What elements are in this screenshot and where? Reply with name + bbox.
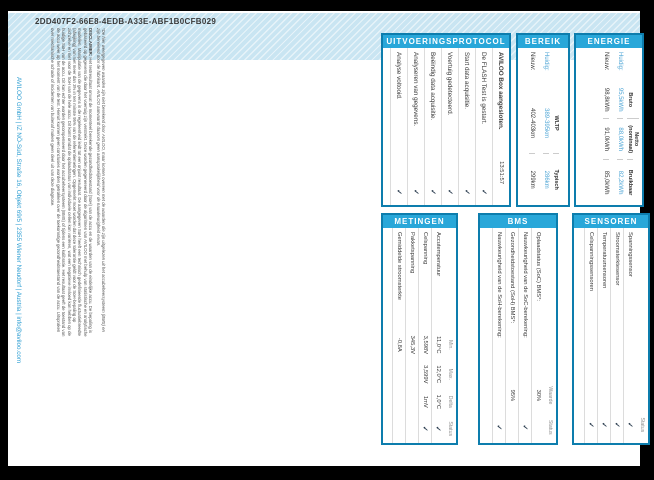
row-label: Nieuw: <box>603 52 609 71</box>
protocol-row <box>458 48 475 205</box>
column-header-row <box>627 48 642 205</box>
sensors-box <box>572 213 650 445</box>
table-row <box>599 48 613 205</box>
energy-box-title: ENERGIE <box>576 35 642 48</box>
value-cell: 389-395km <box>543 108 549 139</box>
check-icon: ✓ <box>446 189 453 195</box>
column-header: Status <box>639 417 645 433</box>
protocol-row <box>475 48 492 205</box>
protocol-box-body <box>383 48 509 205</box>
footer-contact-rotated <box>13 77 22 462</box>
column-header: WLTP <box>553 115 559 131</box>
row-label: Accutemperatuur <box>435 232 441 277</box>
column-header: Max. <box>447 368 453 380</box>
check-icon: ✓ <box>521 424 528 431</box>
energy-box-body <box>576 48 642 205</box>
check-icon: ✓ <box>395 189 402 195</box>
column-header: Status <box>547 419 553 435</box>
protocol-step-label: AVILOO Box aangesloten. <box>497 52 505 130</box>
value-cell: 1,0°C <box>435 394 441 410</box>
table-row <box>525 48 539 205</box>
table-row <box>505 228 518 443</box>
protocol-row <box>390 48 407 205</box>
disclaimer-block-rotated <box>31 28 106 338</box>
row-label: Celspanning <box>422 232 428 265</box>
value-cell: 82,2kWh <box>617 159 623 205</box>
row-label: Temperatuursensoren <box>601 232 607 289</box>
table-row <box>392 228 405 443</box>
value-cell: 286km <box>543 153 549 205</box>
protocol-step-label: De FLASH Test is gestart. <box>480 52 488 125</box>
column-header: Bruikbaar <box>627 159 633 205</box>
bereik-rows <box>518 48 574 205</box>
bms-box-body <box>480 228 556 443</box>
protocol-step-label: Beëindig data acquisitie. <box>429 52 437 121</box>
row-label: Huidig: <box>617 52 623 71</box>
protocol-row <box>424 48 441 205</box>
energy-box <box>574 33 644 207</box>
table-row <box>518 228 531 443</box>
sensoren-rows <box>574 228 649 443</box>
value-cell: 88,0kWh <box>617 118 623 159</box>
row-label: Celspanningssensoren <box>588 232 594 291</box>
value-cell: 3,599V <box>422 365 428 384</box>
table-row <box>431 228 444 443</box>
check-icon: ✓ <box>626 421 633 428</box>
sensors-box-body <box>574 228 648 443</box>
measurements-box-body <box>383 228 456 443</box>
row-label: Oplaadstatus (SoC) BMS*: <box>535 232 541 301</box>
value-cell: 98,8kWh <box>603 87 609 112</box>
column-header: Bruto <box>627 92 633 108</box>
table-row <box>531 228 544 443</box>
column-header: Delta <box>447 395 453 408</box>
protocol-step-label: Start data acquisitie. <box>463 52 471 110</box>
range-box <box>516 33 570 207</box>
range-box-title: BEREIK <box>518 35 568 48</box>
check-icon: ✓ <box>434 425 441 432</box>
column-header: Waarde <box>547 386 553 405</box>
metingen-rows <box>383 228 457 443</box>
value-cell: 299km <box>529 153 535 205</box>
table-row <box>405 228 418 443</box>
bms-box <box>478 213 558 445</box>
check-icon: ✓ <box>480 189 487 195</box>
bms-rows <box>480 228 557 443</box>
disclaimer-text: Het testresultaat omvat de momenteel berekende gezondheidstoestand (SoH) van de accu en de waarden van de eindelijke accu. De bepaling is gebaseerd op gegevens die door het voertuig zijn verstrekt. Deze worden gegenereerd door de algoritmen van AVILOO met behulp van statistische en analytische modellen. Manipulatie van de gegevens in de regeleenheid leidt tot een onjuist resultaat. De aangegeven SoH heeft een technisch gedefinieerde fluctuatiebreedte (afwijking) van niet meer dan 3% in ten minste 95% van de referentiemetingen. Opgemerkt moet worden dat deze tolerantie geldt voor de SoH-bepaling op zichzelve en niet voor de SoH van de hele accu. Dit komt omdat de oplaadstatus van individuele cellen kan variëren, wat een negatieve invloed kan hebben op de huidige SoH van de accu. Dit kan echter worden gecompenseerd door het accubeheersysteem (BMS) of tijdens een kalibratie. Het resultaat geeft de toestand van de accu weer op het moment van de test. Hieruit kunnen geen conclusies worden getrokken over de toekomstige gezondheidstoestand van de accu. Uitspraken over mechanische schade of incidenten van buitenaf maken geen deel uit van deze diagnose. <box>50 28 94 337</box>
check-icon: ✓ <box>412 189 419 195</box>
table-row <box>610 228 623 443</box>
disclaimer-block <box>31 28 106 338</box>
footer-contact: AVILOO GmbH | IZ NÖ-Süd, Straße 16, Objekt 69/5 | 2355 Wiener Neudorf | Austria | info@aviloo.com <box>15 77 22 364</box>
protocol-row <box>407 48 424 205</box>
value-cell: 402-403km <box>529 108 535 139</box>
check-icon: ✓ <box>495 424 502 431</box>
table-row <box>623 228 636 443</box>
report-page <box>8 11 645 466</box>
column-header: Typisch <box>553 153 559 205</box>
value-cell: 12,0°C <box>435 365 441 384</box>
row-label: Nauwkeurigheid van de SoC-berekening: <box>522 232 528 338</box>
document-id: 2DD407F2-66E8-4EDB-A33E-ABF1B0CFB029 <box>35 17 217 26</box>
row-label: Stroomsterktesensor <box>614 232 620 286</box>
column-header-row <box>553 48 568 205</box>
check-icon: ✓ <box>600 421 607 428</box>
table-row <box>613 48 627 205</box>
row-label: Pakketspanning <box>409 232 415 274</box>
protocol-step-label: Analyseren van gegevens. <box>412 52 420 127</box>
row-label: Gemiddelde stroomsterkte <box>396 232 402 300</box>
table-row <box>492 228 505 443</box>
measurements-box <box>381 213 458 445</box>
value-cell: -0,8A <box>396 337 402 352</box>
value-cell: 3,598V <box>422 335 428 355</box>
column-header: Min. <box>447 339 453 350</box>
measurements-box-title: METINGEN <box>383 215 456 228</box>
sensors-box-title: SENSOREN <box>574 215 648 228</box>
bms-box-title: BMS <box>480 215 556 228</box>
value-cell: 30% <box>535 389 541 402</box>
value-cell: 91,0kWh <box>603 118 609 159</box>
disclaimer-paragraph <box>50 28 93 338</box>
value-cell: 345,3V <box>409 335 415 355</box>
value-cell: 85,0kWh <box>603 159 609 205</box>
row-label: Spanningssensor <box>627 232 633 277</box>
value-cell: 95% <box>509 389 515 402</box>
table-row <box>584 228 597 443</box>
range-box-body <box>518 48 568 205</box>
protocol-box-title: UITVOERINGSPROTOCOL <box>383 35 509 48</box>
protocol-rows <box>383 48 511 205</box>
row-label: Gezondheidstoestand (SoH) BMS*: <box>509 232 515 324</box>
protocol-row <box>492 48 509 205</box>
row-label: Nieuw: <box>529 52 535 71</box>
check-icon: ✓ <box>463 189 470 195</box>
row-label: Nauwkeurigheid van de SoH-berekening: <box>496 232 502 338</box>
check-icon: ✓ <box>429 189 436 195</box>
column-header: Netto (nominaal) <box>627 118 639 159</box>
disclaimer-label: DISCLAIMER: <box>88 28 94 57</box>
protocol-row <box>441 48 458 205</box>
check-icon: ✓ <box>587 421 594 428</box>
column-header-row <box>636 228 648 443</box>
energie-rows <box>576 48 654 205</box>
protocol-step-label: Analyse voltooid. <box>395 52 403 100</box>
protocol-box <box>381 33 511 207</box>
column-header-row <box>444 228 456 443</box>
table-row <box>418 228 431 443</box>
table-row <box>597 228 610 443</box>
protocol-step-time: 13:51:57 <box>498 161 504 184</box>
table-row <box>539 48 553 205</box>
protocol-step-label: Voertuig gedetecteerd. <box>446 52 454 116</box>
value-cell: 95,5kWh <box>617 87 623 112</box>
check-icon: ✓ <box>421 425 428 432</box>
check-icon: ✓ <box>613 421 620 428</box>
row-label: Huidig: <box>543 52 549 71</box>
note-paragraph: *De hier weergegeven waarden zijn niet berekend door AVILOO, maar komen overeen met de waarden die zijn uitgelezen uit het accubeheersysteem (BMS) en zijn berekend door de fabrikant. AVILOO aanvaardt daarom geen aansprakelijkheid voor de nauwkeurigheid ervan. <box>95 28 106 332</box>
value-cell: 11,0°C <box>435 336 441 354</box>
value-cell: 1mV <box>422 395 428 408</box>
column-header: Status <box>447 421 453 437</box>
column-header-row <box>544 228 556 443</box>
